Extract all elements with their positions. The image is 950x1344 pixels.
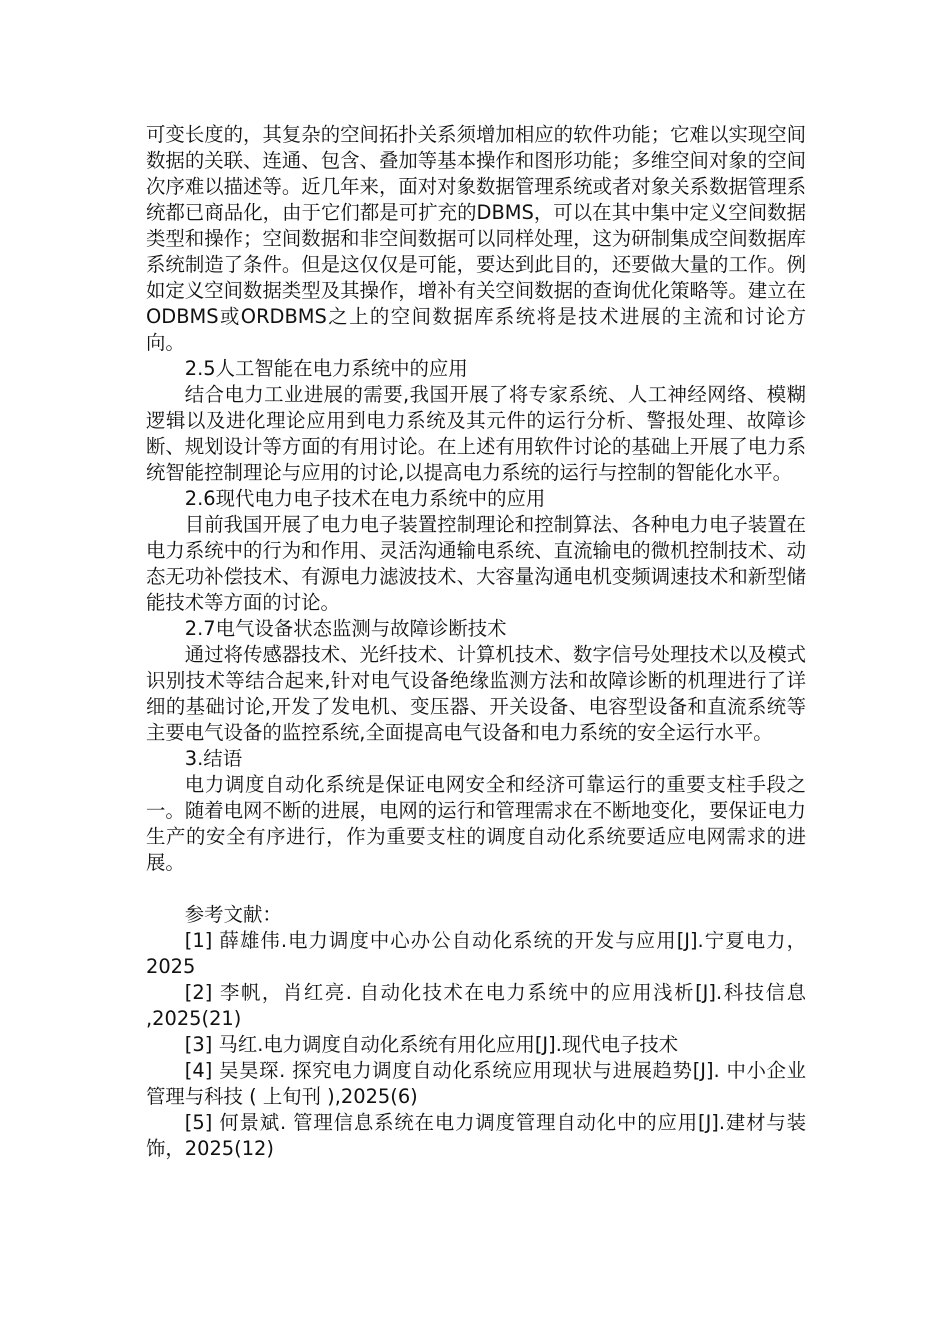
section-body-2-6: 目前我国开展了电力电子装置控制理论和控制算法、各种电力电子装置在电力系统中的行为和作用、灵活沟通输电系统、直流输电的微机控制技术、动态无功补偿技术、有源电力滤波技术、大容量沟通电机变频调速技术和新型储能技术等方面的讨论。 — [146, 513, 806, 614]
section-heading-2-5: 2.5人工智能在电力系统中的应用 — [184, 357, 468, 380]
section-heading-2-6: 2.6现代电力电子技术在电力系统中的应用 — [184, 487, 546, 510]
document-page — [146, 122, 806, 1162]
section-body-2-5: 结合电力工业进展的需要,我国开展了将专家系统、人工神经网络、模糊逻辑以及进化理论应用到电力系统及其元件的运行分析、警报处理、故障诊断、规划设计等方面的有用讨论。在上述有用软件讨论的基础上开展了电力系统智能控制理论与应用的讨论,以提高电力系统的运行与控制的智能化水平。 — [146, 383, 806, 484]
references-title: 参考文献： — [184, 903, 282, 926]
reference-item: [5] 何景斌. 管理信息系统在电力调度管理自动化中的应用[J].建材与装饰，2025(12) — [146, 1111, 806, 1160]
intro-paragraph: 可变长度的，其复杂的空间拓扑关系须增加相应的软件功能；它难以实现空间数据的关联、连通、包含、叠加等基本操作和图形功能；多维空间对象的空间次序难以描述等。近几年来，面对对象数据管理系统或者对象关系数据管理系统都已商品化，由于它们都是可扩充的DBMS，可以在其中集中定义空间数据类型和操作；空间数据和非空间数据可以同样处理，这为研制集成空间数据库系统制造了条件。但是这仅仅是可能，要达到此目的，还要做大量的工作。例如定义空间数据类型及其操作，增补有关空间数据的查询优化策略等。建立在ODBMS或ORDBMS之上的空间数据库系统将是技术进展的主流和讨论方向。 — [146, 123, 806, 354]
reference-item: [4] 吴昊琛. 探究电力调度自动化系统应用现状与进展趋势[J]. 中小企业管理与科技 ( 上旬刊 ),2025(6) — [146, 1059, 806, 1108]
section-body-conclusion: 电力调度自动化系统是保证电网安全和经济可靠运行的重要支柱手段之一。随着电网不断的进展，电网的运行和管理需求在不断地变化，要保证电力生产的安全有序进行，作为重要支柱的调度自动化系统要适应电网需求的进展。 — [146, 773, 806, 874]
reference-item: [3] 马红.电力调度自动化系统有用化应用[J].现代电子技术 — [184, 1033, 679, 1056]
reference-item: [1] 薛雄伟.电力调度中心办公自动化系统的开发与应用[J].宁夏电力，2025 — [146, 929, 806, 978]
section-heading-2-7: 2.7电气设备状态监测与故障诊断技术 — [184, 617, 507, 640]
section-body-2-7: 通过将传感器技术、光纤技术、计算机技术、数字信号处理技术以及模式识别技术等结合起来,针对电气设备绝缘监测方法和故障诊断的机理进行了详细的基础讨论,开发了发电机、变压器、开关设备、电容型设备和直流系统等主要电气设备的监控系统,全面提高电气设备和电力系统的安全运行水平。 — [146, 643, 806, 744]
reference-item: [2] 李帆，肖红亮. 自动化技术在电力系统中的应用浅析[J].科技信息 ,2025(21) — [146, 981, 806, 1030]
section-heading-conclusion: 3.结语 — [184, 747, 243, 770]
spacer — [146, 876, 806, 902]
